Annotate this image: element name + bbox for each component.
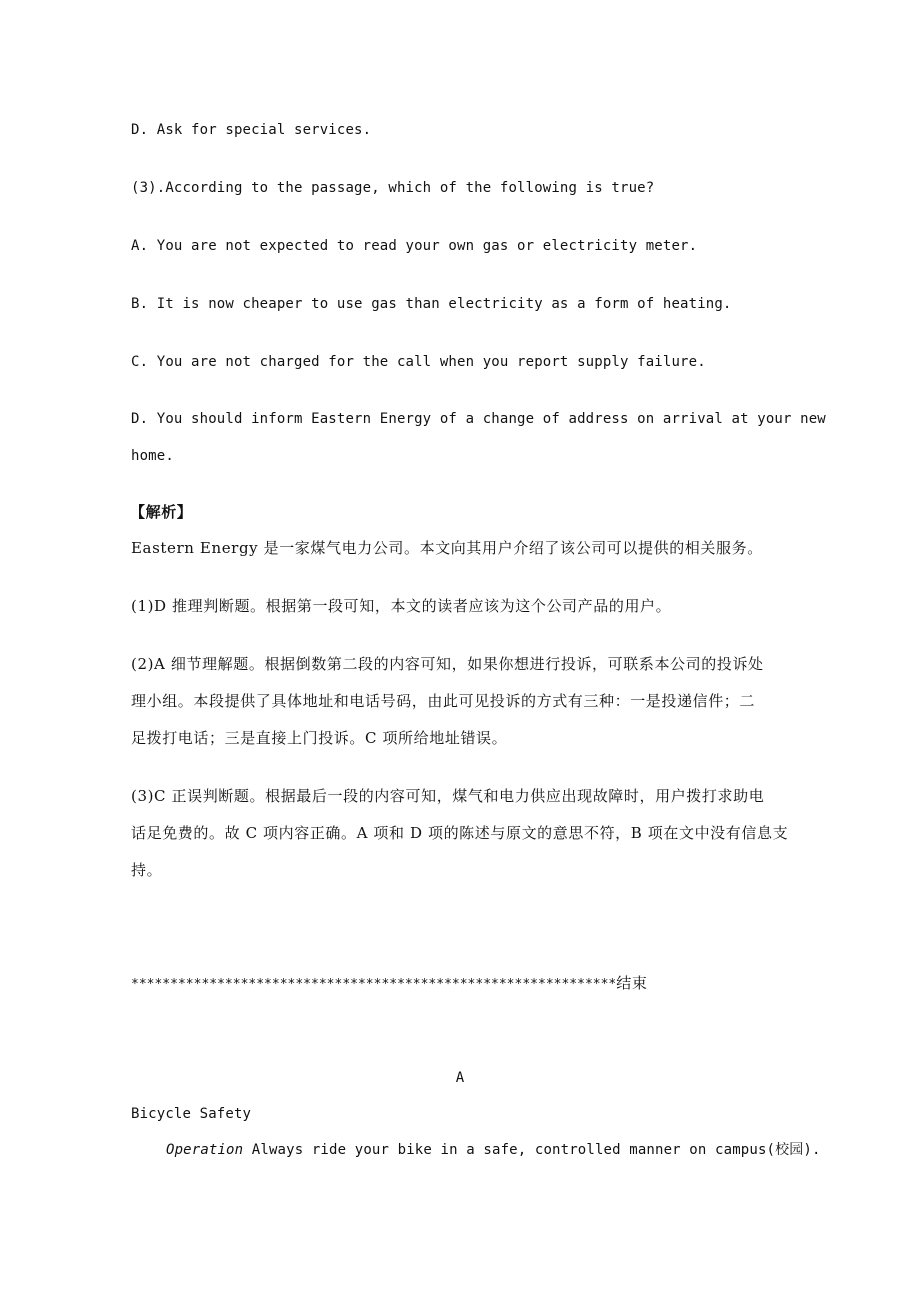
analysis-answer-2-line1: (2)A 细节理解题。根据倒数第二段的内容可知，如果你想进行投诉，可联系本公司的投诉处 <box>131 655 764 673</box>
analysis-answer-2-line3: 足拨打电话；三是直接上门投诉。C 项所给地址错误。 <box>131 729 508 747</box>
separator-stars: ************************************************************** <box>131 977 617 992</box>
question-3-option-b: B. It is now cheaper to use gas than electricity as a form of heating. <box>131 296 732 312</box>
analysis-answer-3-line3: 持。 <box>131 861 163 879</box>
separator-end-label: 结束 <box>616 974 648 992</box>
question-3-option-d-line1: D. You should inform Eastern Energy of a change of address on arrival at your new <box>131 411 826 427</box>
passage-label: A <box>455 1070 465 1086</box>
passage-title: Bicycle Safety <box>131 1106 252 1122</box>
passage-first-paragraph <box>166 1140 821 1160</box>
paragraph-lead-text: Always ride your bike in a safe, controlled manner on campus(校园). <box>243 1142 821 1158</box>
analysis-answer-1: (1)D 推理判断题。根据第一段可知，本文的读者应该为这个公司产品的用户。 <box>131 597 672 615</box>
question-3-option-c: C. You are not charged for the call when you report supply failure. <box>131 354 706 370</box>
analysis-answer-3-line1: (3)C 正误判断题。根据最后一段的内容可知，煤气和电力供应出现故障时，用户拨打求助电 <box>131 787 765 805</box>
analysis-heading: 【解析】 <box>130 503 193 521</box>
analysis-answer-3-line2: 话足免费的。故 C 项内容正确。A 项和 D 项的陈述与原文的意思不符，B 项在文中没有信息支 <box>131 824 789 842</box>
end-separator <box>131 973 647 995</box>
analysis-answer-2-line2: 理小组。本段提供了具体地址和电话号码，由此可见投诉的方式有三种：一是投递信件；二 <box>131 692 756 710</box>
question-3-option-d-line2: home. <box>131 448 174 464</box>
question-3-option-a: A. You are not expected to read your own gas or electricity meter. <box>131 238 698 254</box>
paragraph-lead-word: Operation <box>166 1142 244 1158</box>
question-3-stem: (3).According to the passage, which of the following is true? <box>131 180 655 196</box>
analysis-intro: Eastern Energy 是一家煤气电力公司。本文向其用户介绍了该公司可以提供的相关服务。 <box>131 539 763 557</box>
option-d-previous: D. Ask for special services. <box>131 122 372 138</box>
